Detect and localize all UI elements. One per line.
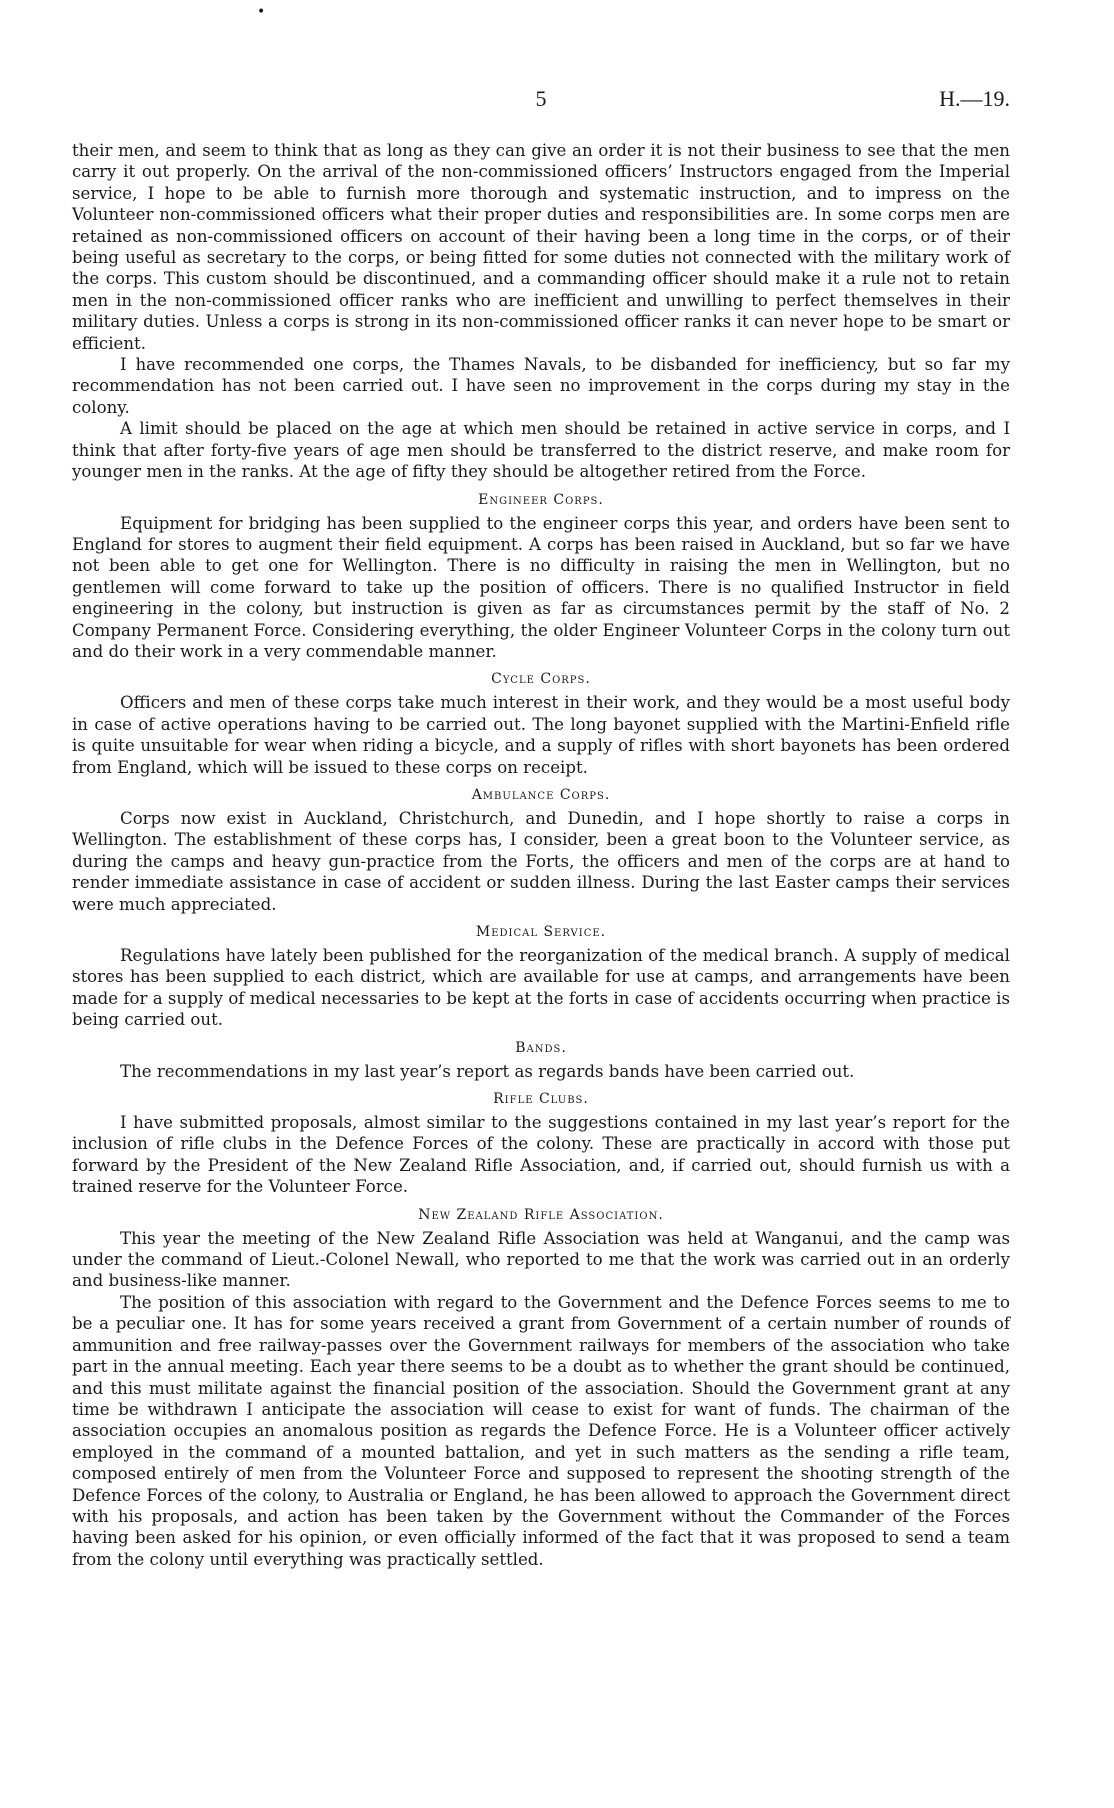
paragraph: Equipment for bridging has been supplied to the engineer corps this year, and orders have been sent to England for stores to augment their field equipment. A corps has been raised in Auckland, but so far we have not been able to get one for Wellington. There is no difficulty in raising the men in Wellington, but no gentlemen will come forward to take up the position of officers. There is no qualified Instructor in field engineering in the colony, but instruction is given as far as circumstances permit by the staff of No. 2 Company Permanent Force. Considering everything, the older Engineer Volunteer Corps in the colony turn out and do their work in a very commendable manner. <box>72 513 1010 661</box>
paragraph: The recommendations in my last year’s report as regards bands have been carried out. <box>120 1061 855 1081</box>
document-page <box>72 0 1010 1808</box>
section-heading-nz-rifle-association: New Zealand Rifle Association. <box>418 1206 664 1223</box>
page-number: 5 <box>535 86 547 111</box>
section-heading-cycle-corps: Cycle Corps. <box>491 671 591 688</box>
paragraph: I have recommended one corps, the Thames Navals, to be disbanded for inefficiency, but so far my recommendation has not been carried out. I have seen no improvement in the corps during my stay in the colony. <box>72 355 1010 417</box>
header-mark: • <box>257 4 266 20</box>
section-heading-medical-service: Medical Service. <box>475 924 607 940</box>
section-heading-engineer-corps: Engineer Corps. <box>478 491 604 508</box>
paragraph: The position of this association with regard to the Government and the Defence Forces seems to me to be a peculiar one. It has for some years received a grant from Government of a certain number of rounds of ammunition and free railway-passes over the Government railways for members of the association who take part in the annual meeting. Each year there seems to be a doubt as to whether the grant should be continued, and this must militate against the financial position of the association. Should the Government grant at any time be withdrawn I anticipate the association will cease to exist for want of funds. The chairman of the association occupies an anomalous position as regards the Defence Force. He is a Volunteer officer actively employed in the command of a mounted battalion, and yet in such matters as the sending a rifle team, composed entirely of men from the Volunteer Force and supposed to represent the shooting strength of the Defence Forces of the colony, to Australia or England, he has been allowed to approach the Government direct with his proposals, and action has been taken by the Government without the Commander of the Forces having been asked for his opinion, or even officially informed of the fact that it was proposed to send a team from the colony until everything was practically settled. <box>72 1292 1010 1569</box>
section-heading-rifle-clubs: Rifle Clubs. <box>493 1091 589 1108</box>
section-heading-ambulance-corps: Ambulance Corps. <box>471 786 611 803</box>
document-reference: H.—19. <box>939 86 1010 111</box>
paragraph: I have submitted proposals, almost similar to the suggestions contained in my last year’s report for the inclusion of rifle clubs in the Defence Forces of the colony. These are practically in accord with those put forward by the President of the New Zealand Rifle Association, and, if carried out, should furnish us with a trained reserve for the Volunteer Force. <box>72 1113 1010 1197</box>
paragraph: Regulations have lately been published for the reorganization of the medical branch. A supply of medical stores has been supplied to each district, which are available for use at camps, and arrangements have been made for a supply of medical necessaries to be kept at the forts in case of accidents occurring when practice is being carried out. <box>72 946 1010 1030</box>
page-header <box>72 0 1010 112</box>
section-heading-bands: Bands. <box>515 1039 567 1056</box>
paragraph: This year the meeting of the New Zealand Rifle Association was held at Wanganui, and the camp was under the command of Lieut.-Colonel Newall, who reported to me that the work was carried out in an orderly and business-like manner. <box>72 1228 1010 1291</box>
paragraph: Officers and men of these corps take much interest in their work, and they would be a most useful body in case of active operations having to be carried out. The long bayonet supplied with the Martini-Enfield rifle is quite unsuitable for wear when riding a bicycle, and a supply of rifles with short bayonets has been ordered from England, which will be issued to these corps on receipt. <box>72 693 1010 777</box>
page-body <box>72 140 1010 1570</box>
paragraph: A limit should be placed on the age at which men should be retained in active service in corps, and I think that after forty-five years of age men should be transferred to the district reserve, and make room for younger men in the ranks. At the age of fifty they should be altogether retired from the Force. <box>72 419 1010 482</box>
paragraph: Corps now exist in Auckland, Christchurch, and Dunedin, and I hope shortly to raise a corps in Wellington. The establishment of these corps has, I consider, been a great boon to the Volunteer service, as during the camps and heavy gun-practice from the Forts, the officers and men of the corps are at hand to render immediate assistance in case of accident or sudden illness. During the last Easter camps their services were much appreciated. <box>72 808 1010 914</box>
paragraph: their men, and seem to think that as long as they can give an order it is not their business to see that the men carry it out properly. On the arrival of the non-commissioned officers’ Instructors engaged from the Imperial service, I hope to be able to furnish more thorough and systematic instruction, and to impress on the Volunteer non-commissioned officers what their proper duties and responsibilities are. In some corps men are retained as non-commissioned officers on account of their having been a long time in the corps, or of their being useful as secretary to the corps, or being fitted for some duties not connected with the military work of the corps. This custom should be discontinued, and a commanding officer should make it a rule not to retain men in the non-commissioned officer ranks who are inefficient and unwilling to perfect themselves in their military duties. Unless a corps is strong in its non-commissioned officer ranks it can never hope to be smart or efficient. <box>72 141 1010 353</box>
